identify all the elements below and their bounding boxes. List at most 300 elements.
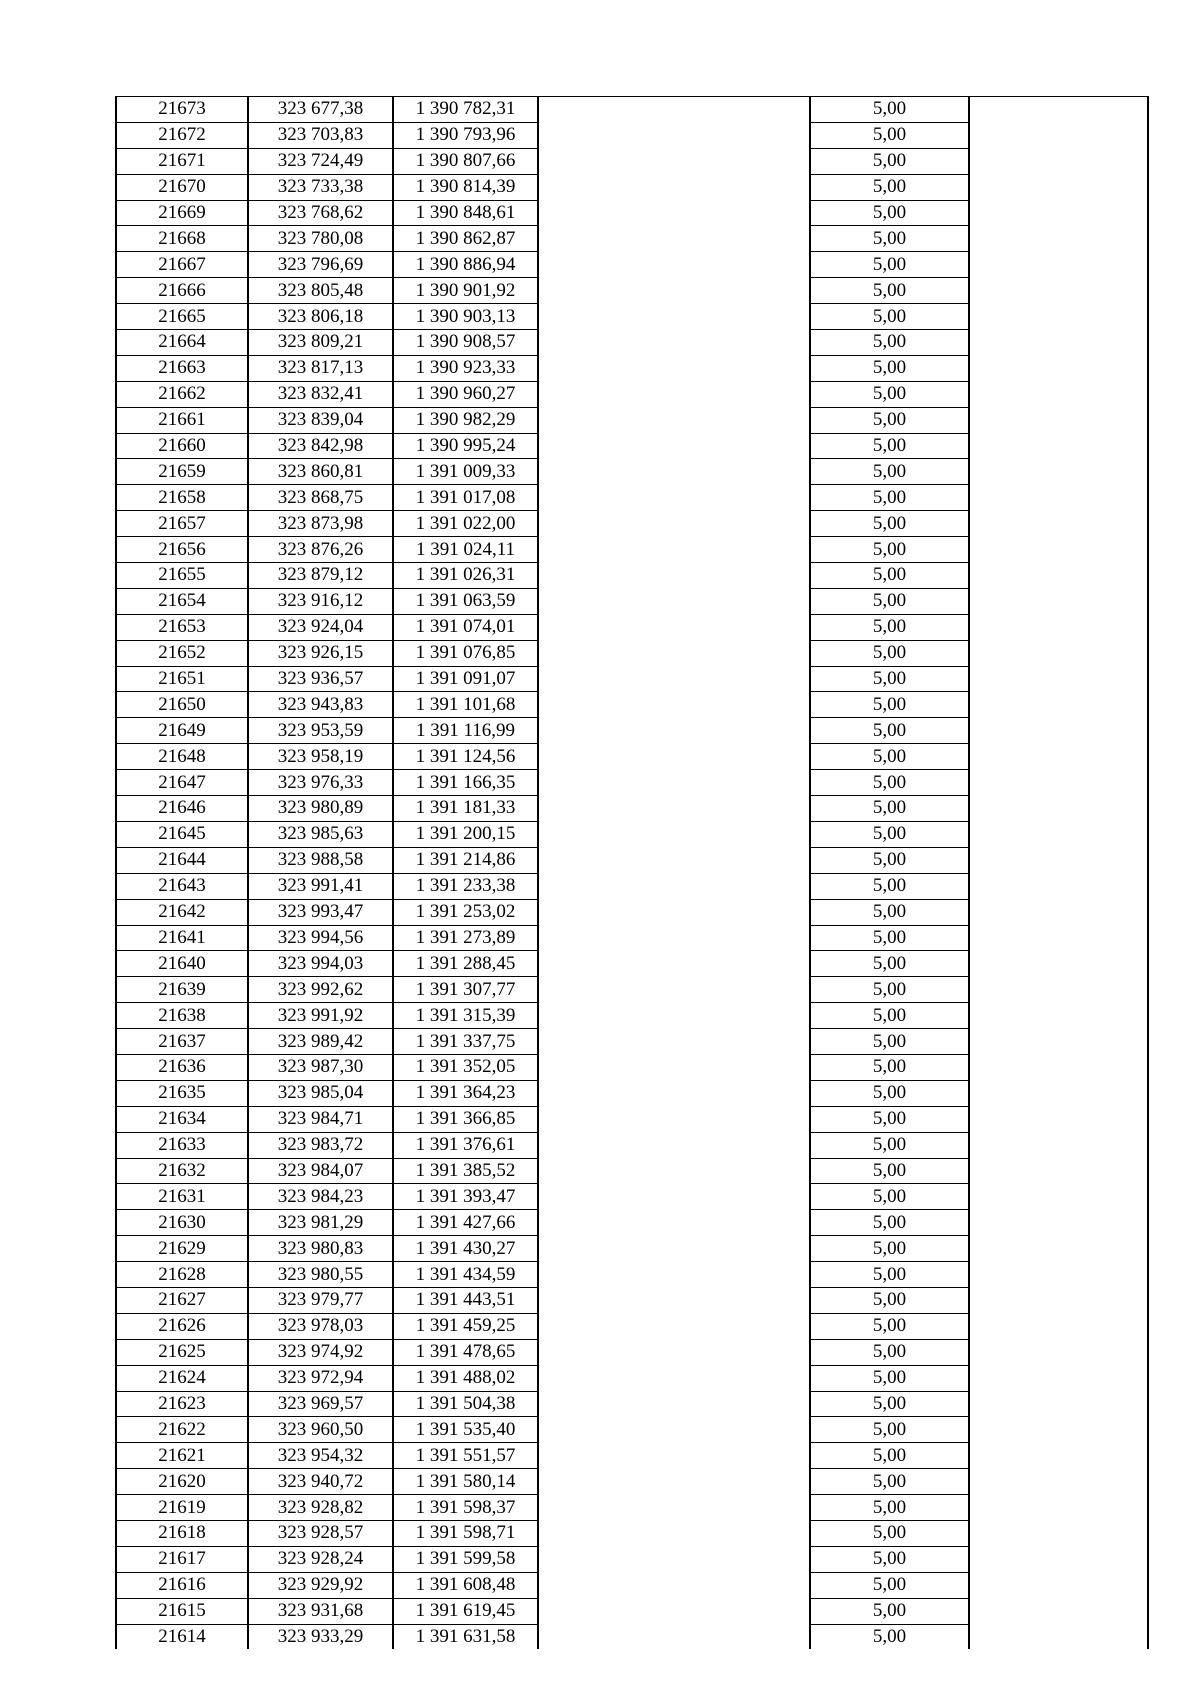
- x-coordinate-cell: 323 839,04: [248, 407, 393, 433]
- accuracy-cell: 5,00: [810, 226, 969, 252]
- empty-cell: [538, 563, 810, 589]
- x-coordinate-cell: 323 972,94: [248, 1365, 393, 1391]
- point-number-cell: 21629: [116, 1236, 248, 1262]
- empty-cell: [538, 1469, 810, 1495]
- point-number-cell: 21653: [116, 614, 248, 640]
- empty-cell: [538, 614, 810, 640]
- point-number-cell: 21655: [116, 563, 248, 589]
- table-row: [116, 1236, 1148, 1262]
- x-coordinate-cell: 323 879,12: [248, 563, 393, 589]
- y-coordinate-cell: 1 391 488,02: [393, 1365, 538, 1391]
- table-row: [116, 563, 1148, 589]
- accuracy-cell: 5,00: [810, 1184, 969, 1210]
- table-row: [116, 1210, 1148, 1236]
- accuracy-cell: 5,00: [810, 1443, 969, 1469]
- empty-cell: [538, 1417, 810, 1443]
- empty-cell: [969, 1624, 1148, 1649]
- accuracy-cell: 5,00: [810, 1546, 969, 1572]
- y-coordinate-cell: 1 390 886,94: [393, 252, 538, 278]
- table-row: [116, 1417, 1148, 1443]
- empty-cell: [538, 1184, 810, 1210]
- x-coordinate-cell: 323 980,55: [248, 1262, 393, 1288]
- table-row: [116, 1184, 1148, 1210]
- point-number-cell: 21661: [116, 407, 248, 433]
- x-coordinate-cell: 323 931,68: [248, 1598, 393, 1624]
- point-number-cell: 21640: [116, 951, 248, 977]
- table-row: [116, 252, 1148, 278]
- accuracy-cell: 5,00: [810, 330, 969, 356]
- point-number-cell: 21657: [116, 511, 248, 537]
- accuracy-cell: 5,00: [810, 821, 969, 847]
- y-coordinate-cell: 1 391 580,14: [393, 1469, 538, 1495]
- x-coordinate-cell: 323 984,23: [248, 1184, 393, 1210]
- empty-cell: [969, 1443, 1148, 1469]
- empty-cell: [969, 1572, 1148, 1598]
- empty-cell: [969, 1132, 1148, 1158]
- accuracy-cell: 5,00: [810, 148, 969, 174]
- y-coordinate-cell: 1 391 253,02: [393, 899, 538, 925]
- empty-cell: [538, 899, 810, 925]
- point-number-cell: 21631: [116, 1184, 248, 1210]
- table-row: [116, 226, 1148, 252]
- table-row: [116, 433, 1148, 459]
- x-coordinate-cell: 323 983,72: [248, 1132, 393, 1158]
- accuracy-cell: 5,00: [810, 614, 969, 640]
- accuracy-cell: 5,00: [810, 1287, 969, 1313]
- x-coordinate-cell: 323 868,75: [248, 485, 393, 511]
- table-row: [116, 330, 1148, 356]
- empty-cell: [538, 1287, 810, 1313]
- x-coordinate-cell: 323 989,42: [248, 1029, 393, 1055]
- y-coordinate-cell: 1 391 074,01: [393, 614, 538, 640]
- empty-cell: [969, 1598, 1148, 1624]
- y-coordinate-cell: 1 391 504,38: [393, 1391, 538, 1417]
- table-row: [116, 355, 1148, 381]
- accuracy-cell: 5,00: [810, 1029, 969, 1055]
- point-number-cell: 21616: [116, 1572, 248, 1598]
- empty-cell: [538, 951, 810, 977]
- y-coordinate-cell: 1 391 393,47: [393, 1184, 538, 1210]
- empty-cell: [538, 1624, 810, 1649]
- table-row: [116, 304, 1148, 330]
- x-coordinate-cell: 323 985,63: [248, 821, 393, 847]
- empty-cell: [969, 459, 1148, 485]
- x-coordinate-cell: 323 860,81: [248, 459, 393, 485]
- point-number-cell: 21673: [116, 97, 248, 123]
- point-number-cell: 21623: [116, 1391, 248, 1417]
- y-coordinate-cell: 1 391 124,56: [393, 744, 538, 770]
- empty-cell: [969, 537, 1148, 563]
- empty-cell: [969, 511, 1148, 537]
- empty-cell: [969, 1391, 1148, 1417]
- empty-cell: [969, 252, 1148, 278]
- empty-cell: [969, 1417, 1148, 1443]
- empty-cell: [538, 97, 810, 123]
- empty-cell: [538, 1495, 810, 1521]
- empty-cell: [538, 381, 810, 407]
- empty-cell: [538, 459, 810, 485]
- empty-cell: [969, 951, 1148, 977]
- point-number-cell: 21669: [116, 200, 248, 226]
- accuracy-cell: 5,00: [810, 355, 969, 381]
- coordinates-table: [115, 96, 1149, 1649]
- table-row: [116, 1132, 1148, 1158]
- table-row: [116, 1106, 1148, 1132]
- empty-cell: [969, 744, 1148, 770]
- y-coordinate-cell: 1 391 337,75: [393, 1029, 538, 1055]
- x-coordinate-cell: 323 984,07: [248, 1158, 393, 1184]
- empty-cell: [969, 1080, 1148, 1106]
- empty-cell: [969, 1469, 1148, 1495]
- accuracy-cell: 5,00: [810, 640, 969, 666]
- empty-cell: [538, 1029, 810, 1055]
- point-number-cell: 21621: [116, 1443, 248, 1469]
- y-coordinate-cell: 1 391 598,37: [393, 1495, 538, 1521]
- y-coordinate-cell: 1 391 063,59: [393, 588, 538, 614]
- empty-cell: [969, 304, 1148, 330]
- point-number-cell: 21627: [116, 1287, 248, 1313]
- table-row: [116, 588, 1148, 614]
- accuracy-cell: 5,00: [810, 1598, 969, 1624]
- y-coordinate-cell: 1 391 022,00: [393, 511, 538, 537]
- y-coordinate-cell: 1 391 315,39: [393, 1003, 538, 1029]
- empty-cell: [538, 847, 810, 873]
- x-coordinate-cell: 323 926,15: [248, 640, 393, 666]
- empty-cell: [969, 1054, 1148, 1080]
- point-number-cell: 21647: [116, 770, 248, 796]
- y-coordinate-cell: 1 391 017,08: [393, 485, 538, 511]
- empty-cell: [538, 122, 810, 148]
- empty-cell: [969, 148, 1148, 174]
- accuracy-cell: 5,00: [810, 174, 969, 200]
- point-number-cell: 21662: [116, 381, 248, 407]
- empty-cell: [969, 563, 1148, 589]
- table-row: [116, 122, 1148, 148]
- accuracy-cell: 5,00: [810, 537, 969, 563]
- point-number-cell: 21663: [116, 355, 248, 381]
- x-coordinate-cell: 323 969,57: [248, 1391, 393, 1417]
- empty-cell: [538, 666, 810, 692]
- x-coordinate-cell: 323 985,04: [248, 1080, 393, 1106]
- empty-cell: [538, 588, 810, 614]
- accuracy-cell: 5,00: [810, 1417, 969, 1443]
- empty-cell: [969, 355, 1148, 381]
- empty-cell: [538, 278, 810, 304]
- empty-cell: [969, 1313, 1148, 1339]
- empty-cell: [538, 1598, 810, 1624]
- x-coordinate-cell: 323 924,04: [248, 614, 393, 640]
- point-number-cell: 21615: [116, 1598, 248, 1624]
- empty-cell: [969, 640, 1148, 666]
- point-number-cell: 21654: [116, 588, 248, 614]
- table-row: [116, 1287, 1148, 1313]
- y-coordinate-cell: 1 391 214,86: [393, 847, 538, 873]
- y-coordinate-cell: 1 390 901,92: [393, 278, 538, 304]
- y-coordinate-cell: 1 391 551,57: [393, 1443, 538, 1469]
- x-coordinate-cell: 323 780,08: [248, 226, 393, 252]
- empty-cell: [969, 381, 1148, 407]
- empty-cell: [969, 1520, 1148, 1546]
- table-row: [116, 381, 1148, 407]
- empty-cell: [538, 1054, 810, 1080]
- x-coordinate-cell: 323 703,83: [248, 122, 393, 148]
- accuracy-cell: 5,00: [810, 666, 969, 692]
- y-coordinate-cell: 1 391 535,40: [393, 1417, 538, 1443]
- empty-cell: [969, 847, 1148, 873]
- accuracy-cell: 5,00: [810, 485, 969, 511]
- empty-cell: [969, 226, 1148, 252]
- empty-cell: [538, 226, 810, 252]
- x-coordinate-cell: 323 928,82: [248, 1495, 393, 1521]
- point-number-cell: 21620: [116, 1469, 248, 1495]
- x-coordinate-cell: 323 873,98: [248, 511, 393, 537]
- table-row: [116, 1029, 1148, 1055]
- x-coordinate-cell: 323 724,49: [248, 148, 393, 174]
- accuracy-cell: 5,00: [810, 200, 969, 226]
- empty-cell: [969, 1287, 1148, 1313]
- point-number-cell: 21641: [116, 925, 248, 951]
- table-row: [116, 614, 1148, 640]
- x-coordinate-cell: 323 974,92: [248, 1339, 393, 1365]
- y-coordinate-cell: 1 391 273,89: [393, 925, 538, 951]
- point-number-cell: 21642: [116, 899, 248, 925]
- point-number-cell: 21634: [116, 1106, 248, 1132]
- point-number-cell: 21614: [116, 1624, 248, 1649]
- point-number-cell: 21666: [116, 278, 248, 304]
- y-coordinate-cell: 1 391 376,61: [393, 1132, 538, 1158]
- empty-cell: [969, 588, 1148, 614]
- x-coordinate-cell: 323 984,71: [248, 1106, 393, 1132]
- point-number-cell: 21656: [116, 537, 248, 563]
- table-row: [116, 97, 1148, 123]
- y-coordinate-cell: 1 390 903,13: [393, 304, 538, 330]
- table-row: [116, 977, 1148, 1003]
- empty-cell: [969, 1210, 1148, 1236]
- y-coordinate-cell: 1 390 908,57: [393, 330, 538, 356]
- empty-cell: [538, 407, 810, 433]
- point-number-cell: 21664: [116, 330, 248, 356]
- accuracy-cell: 5,00: [810, 304, 969, 330]
- y-coordinate-cell: 1 391 181,33: [393, 796, 538, 822]
- empty-cell: [538, 977, 810, 1003]
- empty-cell: [969, 407, 1148, 433]
- y-coordinate-cell: 1 391 009,33: [393, 459, 538, 485]
- table-row: [116, 666, 1148, 692]
- y-coordinate-cell: 1 390 848,61: [393, 200, 538, 226]
- y-coordinate-cell: 1 391 385,52: [393, 1158, 538, 1184]
- y-coordinate-cell: 1 391 352,05: [393, 1054, 538, 1080]
- accuracy-cell: 5,00: [810, 1210, 969, 1236]
- empty-cell: [969, 1029, 1148, 1055]
- table-row: [116, 1443, 1148, 1469]
- accuracy-cell: 5,00: [810, 511, 969, 537]
- accuracy-cell: 5,00: [810, 873, 969, 899]
- accuracy-cell: 5,00: [810, 796, 969, 822]
- x-coordinate-cell: 323 733,38: [248, 174, 393, 200]
- empty-cell: [538, 1391, 810, 1417]
- empty-cell: [969, 692, 1148, 718]
- accuracy-cell: 5,00: [810, 1520, 969, 1546]
- y-coordinate-cell: 1 391 619,45: [393, 1598, 538, 1624]
- table-row: [116, 485, 1148, 511]
- accuracy-cell: 5,00: [810, 459, 969, 485]
- y-coordinate-cell: 1 391 599,58: [393, 1546, 538, 1572]
- y-coordinate-cell: 1 391 459,25: [393, 1313, 538, 1339]
- empty-cell: [538, 485, 810, 511]
- accuracy-cell: 5,00: [810, 744, 969, 770]
- y-coordinate-cell: 1 391 076,85: [393, 640, 538, 666]
- x-coordinate-cell: 323 805,48: [248, 278, 393, 304]
- accuracy-cell: 5,00: [810, 951, 969, 977]
- table-row: [116, 1546, 1148, 1572]
- accuracy-cell: 5,00: [810, 847, 969, 873]
- point-number-cell: 21645: [116, 821, 248, 847]
- point-number-cell: 21622: [116, 1417, 248, 1443]
- y-coordinate-cell: 1 391 366,85: [393, 1106, 538, 1132]
- y-coordinate-cell: 1 391 608,48: [393, 1572, 538, 1598]
- point-number-cell: 21617: [116, 1546, 248, 1572]
- y-coordinate-cell: 1 391 026,31: [393, 563, 538, 589]
- point-number-cell: 21643: [116, 873, 248, 899]
- empty-cell: [969, 1546, 1148, 1572]
- table-row: [116, 640, 1148, 666]
- empty-cell: [538, 1520, 810, 1546]
- accuracy-cell: 5,00: [810, 1624, 969, 1649]
- empty-cell: [969, 1184, 1148, 1210]
- point-number-cell: 21618: [116, 1520, 248, 1546]
- table-row: [116, 1624, 1148, 1649]
- table-row: [116, 899, 1148, 925]
- empty-cell: [969, 122, 1148, 148]
- table-row: [116, 1391, 1148, 1417]
- table-row: [116, 796, 1148, 822]
- empty-cell: [969, 1262, 1148, 1288]
- empty-cell: [969, 796, 1148, 822]
- table-row: [116, 278, 1148, 304]
- table-row: [116, 459, 1148, 485]
- table-row: [116, 821, 1148, 847]
- y-coordinate-cell: 1 390 814,39: [393, 174, 538, 200]
- y-coordinate-cell: 1 391 116,99: [393, 718, 538, 744]
- empty-cell: [969, 1106, 1148, 1132]
- empty-cell: [538, 148, 810, 174]
- empty-cell: [538, 1210, 810, 1236]
- point-number-cell: 21626: [116, 1313, 248, 1339]
- accuracy-cell: 5,00: [810, 407, 969, 433]
- x-coordinate-cell: 323 677,38: [248, 97, 393, 123]
- y-coordinate-cell: 1 390 782,31: [393, 97, 538, 123]
- x-coordinate-cell: 323 928,57: [248, 1520, 393, 1546]
- table-row: [116, 407, 1148, 433]
- accuracy-cell: 5,00: [810, 1313, 969, 1339]
- x-coordinate-cell: 323 943,83: [248, 692, 393, 718]
- x-coordinate-cell: 323 991,41: [248, 873, 393, 899]
- point-number-cell: 21659: [116, 459, 248, 485]
- y-coordinate-cell: 1 391 430,27: [393, 1236, 538, 1262]
- point-number-cell: 21665: [116, 304, 248, 330]
- x-coordinate-cell: 323 981,29: [248, 1210, 393, 1236]
- table-row: [116, 1520, 1148, 1546]
- point-number-cell: 21637: [116, 1029, 248, 1055]
- empty-cell: [969, 1365, 1148, 1391]
- point-number-cell: 21639: [116, 977, 248, 1003]
- empty-cell: [538, 1365, 810, 1391]
- point-number-cell: 21632: [116, 1158, 248, 1184]
- y-coordinate-cell: 1 391 631,58: [393, 1624, 538, 1649]
- accuracy-cell: 5,00: [810, 1469, 969, 1495]
- empty-cell: [538, 1106, 810, 1132]
- accuracy-cell: 5,00: [810, 1495, 969, 1521]
- empty-cell: [538, 1313, 810, 1339]
- empty-cell: [969, 174, 1148, 200]
- point-number-cell: 21625: [116, 1339, 248, 1365]
- table-row: [116, 744, 1148, 770]
- point-number-cell: 21648: [116, 744, 248, 770]
- empty-cell: [538, 1080, 810, 1106]
- empty-cell: [969, 200, 1148, 226]
- empty-cell: [538, 1262, 810, 1288]
- x-coordinate-cell: 323 960,50: [248, 1417, 393, 1443]
- y-coordinate-cell: 1 391 427,66: [393, 1210, 538, 1236]
- empty-cell: [538, 1443, 810, 1469]
- point-number-cell: 21660: [116, 433, 248, 459]
- x-coordinate-cell: 323 928,24: [248, 1546, 393, 1572]
- y-coordinate-cell: 1 390 862,87: [393, 226, 538, 252]
- table-row: [116, 1365, 1148, 1391]
- x-coordinate-cell: 323 992,62: [248, 977, 393, 1003]
- accuracy-cell: 5,00: [810, 1572, 969, 1598]
- point-number-cell: 21652: [116, 640, 248, 666]
- accuracy-cell: 5,00: [810, 977, 969, 1003]
- x-coordinate-cell: 323 940,72: [248, 1469, 393, 1495]
- accuracy-cell: 5,00: [810, 1391, 969, 1417]
- accuracy-cell: 5,00: [810, 1339, 969, 1365]
- accuracy-cell: 5,00: [810, 1054, 969, 1080]
- empty-cell: [538, 174, 810, 200]
- table-row: [116, 925, 1148, 951]
- accuracy-cell: 5,00: [810, 1080, 969, 1106]
- x-coordinate-cell: 323 987,30: [248, 1054, 393, 1080]
- x-coordinate-cell: 323 806,18: [248, 304, 393, 330]
- empty-cell: [969, 278, 1148, 304]
- x-coordinate-cell: 323 988,58: [248, 847, 393, 873]
- point-number-cell: 21646: [116, 796, 248, 822]
- point-number-cell: 21638: [116, 1003, 248, 1029]
- empty-cell: [538, 796, 810, 822]
- empty-cell: [538, 873, 810, 899]
- table-row: [116, 951, 1148, 977]
- accuracy-cell: 5,00: [810, 1158, 969, 1184]
- x-coordinate-cell: 323 953,59: [248, 718, 393, 744]
- point-number-cell: 21658: [116, 485, 248, 511]
- accuracy-cell: 5,00: [810, 563, 969, 589]
- empty-cell: [538, 433, 810, 459]
- x-coordinate-cell: 323 768,62: [248, 200, 393, 226]
- table-row: [116, 1495, 1148, 1521]
- x-coordinate-cell: 323 976,33: [248, 770, 393, 796]
- empty-cell: [538, 1132, 810, 1158]
- x-coordinate-cell: 323 796,69: [248, 252, 393, 278]
- empty-cell: [538, 1546, 810, 1572]
- table-row: [116, 770, 1148, 796]
- table-row: [116, 1158, 1148, 1184]
- point-number-cell: 21636: [116, 1054, 248, 1080]
- table-row: [116, 718, 1148, 744]
- empty-cell: [538, 1572, 810, 1598]
- empty-cell: [969, 1339, 1148, 1365]
- table-row: [116, 1262, 1148, 1288]
- x-coordinate-cell: 323 876,26: [248, 537, 393, 563]
